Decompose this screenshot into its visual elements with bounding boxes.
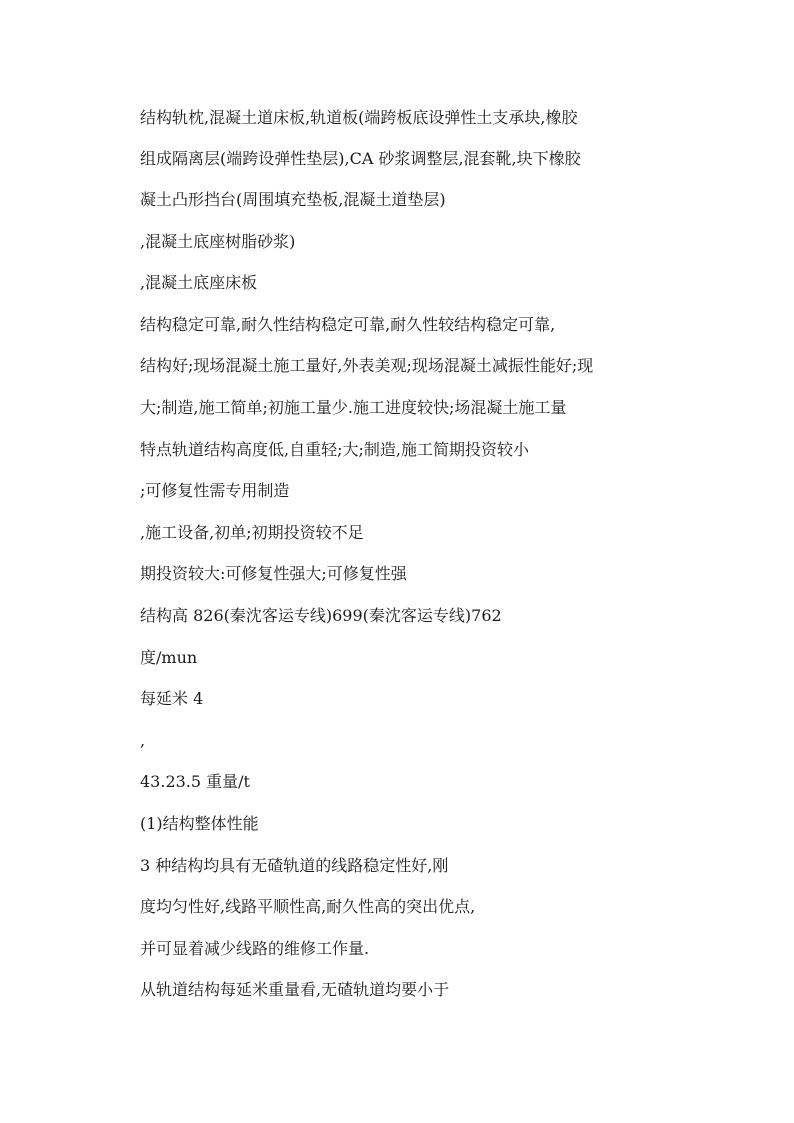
text-line: 并可显着减少线路的维修工作量. [140,939,370,958]
text-line: 期投资较大:可修复性强大;可修复性强 [140,564,407,583]
text-line: 度/mun [140,648,198,667]
text-line: 凝土凸形挡台(周围填充垫板,混凝土道垫层) [140,190,446,209]
text-line: (1)结构整体性能 [140,814,259,833]
text-line: 结构稳定可靠,耐久性结构稳定可靠,耐久性较结构稳定可靠, [140,315,556,334]
text-line: 大;制造,施工简单;初施工量少.施工进度较快;场混凝土施工量 [140,398,567,417]
text-line: ,施工设备,初单;初期投资较不足 [140,523,364,542]
text-line: 结构高 826(秦沈客运专线)699(秦沈客运专线)762 [140,606,502,625]
text-line: 特点轨道结构高度低,自重轻;大;制造,施工简期投资较小 [140,440,529,459]
text-line: 度均匀性好,线路平顺性高,耐久性高的突出优点, [140,897,476,916]
text-line: 结构轨枕,混凝土道床板,轨道板(端跨板底设弹性土支承块,橡胶 [140,108,578,127]
text-line: ,混凝土底座树脂砂浆) [140,232,296,251]
text-line: 从轨道结构每延米重量看,无碴轨道均要小于 [140,980,450,999]
text-line: 每延米 4 [140,689,204,708]
text-line: 43.23.5 重量/t [140,772,250,791]
text-line: ,混凝土底座床板 [140,273,258,292]
text-line: 组成隔离层(端跨设弹性垫层),CA 砂浆调整层,混套靴,块下橡胶 [140,149,581,168]
text-line: 结构好;现场混凝土施工量好,外表美观;现场混凝土减振性能好;现 [140,356,594,375]
text-line: ;可修复性需专用制造 [140,481,290,500]
text-line: , [140,731,146,750]
text-line: 3 种结构均具有无碴轨道的线路稳定性好,刚 [140,856,449,875]
